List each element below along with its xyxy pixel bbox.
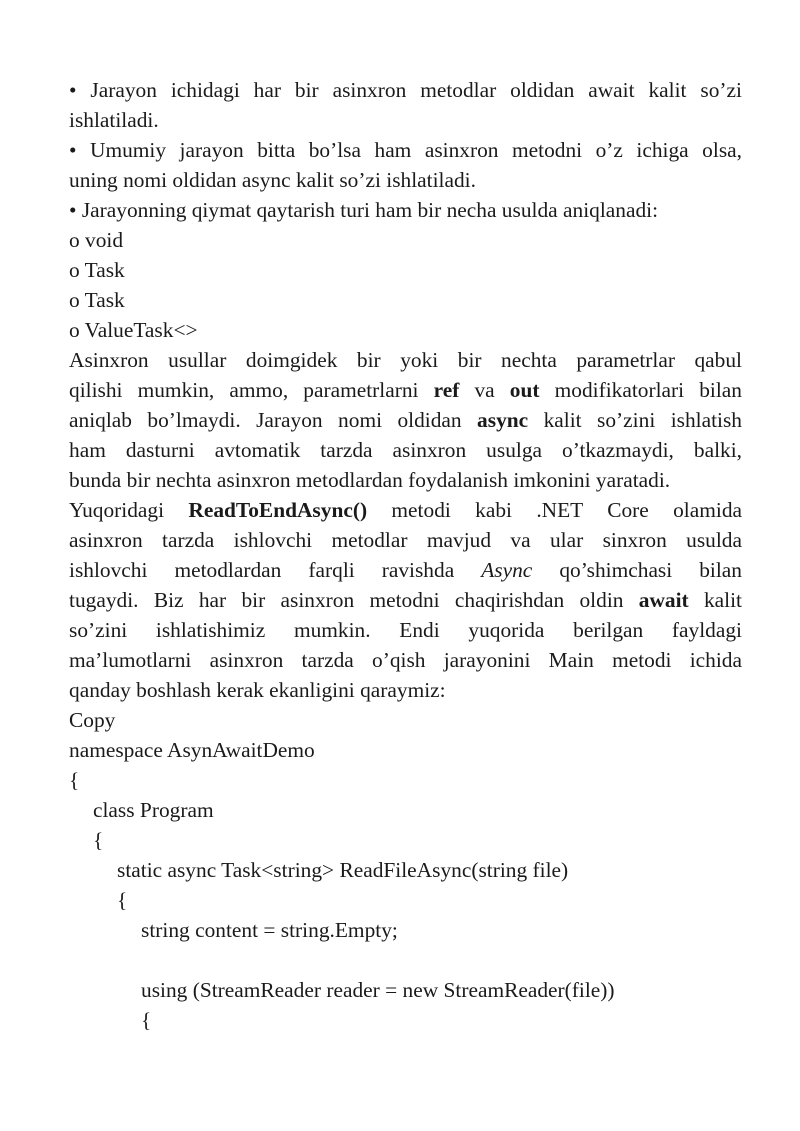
paragraph-line: so’zini ishlatishimiz mumkin. Endi yuqorida berilgan fayldagi xyxy=(69,618,742,642)
paragraph-line: qilishi mumkin, ammo, parametrlarni ref va out modifikatorlari bilan xyxy=(69,378,742,402)
copy-label: Copy xyxy=(69,708,116,732)
paragraph-line: Asinxron usullar doimgidek bir yoki bir nechta parametrlar qabul xyxy=(69,348,742,372)
code-line: static async Task<string> ReadFileAsync(string file) xyxy=(117,858,569,882)
code-line: { xyxy=(141,1008,152,1032)
code-line: { xyxy=(117,888,128,912)
bullet-list xyxy=(69,75,742,225)
paragraph-async-methods xyxy=(69,495,742,705)
bullet-item-3-line-1: • Jarayonning qiymat qaytarish turi ham bir necha usulda aniqlanadi: xyxy=(69,198,659,222)
suffix-async: Async xyxy=(481,558,533,582)
code-line: namespace AsynAwaitDemo xyxy=(69,738,315,762)
code-line: { xyxy=(93,828,104,852)
return-type-item: o ValueTask<> xyxy=(69,318,198,342)
bullet-item-2-line-2: uning nomi oldidan async kalit so’zi ishlatiladi. xyxy=(69,168,476,192)
paragraph-line: ham dasturni avtomatik tarzda asinxron usulga o’tkazmaydi, balki, xyxy=(69,438,742,462)
code-block xyxy=(69,735,742,1035)
paragraph-line: qanday boshlash kerak ekanligini qaraymiz: xyxy=(69,678,446,702)
paragraph-parameters xyxy=(69,345,742,495)
return-type-item: o Task xyxy=(69,288,125,312)
bullet-item-2-line-1: • Umumiy jarayon bitta bo’lsa ham asinxron metodni o’z ichiga olsa, xyxy=(69,138,742,162)
code-line: { xyxy=(69,768,80,792)
method-name-readtoendasync: ReadToEndAsync() xyxy=(188,498,368,522)
return-type-list xyxy=(69,225,742,345)
code-line: using (StreamReader reader = new StreamReader(file)) xyxy=(141,978,615,1002)
document-page xyxy=(69,75,742,1035)
paragraph-line: asinxron tarzda ishlovchi metodlar mavjud va ular sinxron usulda xyxy=(69,528,742,552)
return-type-item: o Task xyxy=(69,258,125,282)
paragraph-line: ma’lumotlarni asinxron tarzda o’qish jarayonini Main metodi ichida xyxy=(69,648,742,672)
return-type-item: o void xyxy=(69,228,124,252)
keyword-ref: ref xyxy=(433,378,460,402)
bullet-item-1-line-1: • Jarayon ichidagi har bir asinxron metodlar oldidan await kalit so’zi xyxy=(69,78,742,102)
keyword-async: async xyxy=(477,408,529,432)
keyword-out: out xyxy=(509,378,540,402)
code-line: class Program xyxy=(93,798,214,822)
paragraph-line: tugaydi. Biz har bir asinxron metodni chaqirishdan oldin await kalit xyxy=(69,588,742,612)
bullet-item-1-line-2: ishlatiladi. xyxy=(69,108,159,132)
keyword-await: await xyxy=(638,588,689,612)
paragraph-line: ishlovchi metodlardan farqli ravishda Async qo’shimchasi bilan xyxy=(69,558,742,582)
code-line: string content = string.Empty; xyxy=(141,918,398,942)
code-blank-line xyxy=(69,945,742,975)
paragraph-line: aniqlab bo’lmaydi. Jarayon nomi oldidan async kalit so’zini ishlatish xyxy=(69,408,742,432)
paragraph-line: bunda bir nechta asinxron metodlardan foydalanish imkonini yaratadi. xyxy=(69,468,671,492)
paragraph-line: Yuqoridagi ReadToEndAsync() metodi kabi .NET Core olamida xyxy=(69,498,743,522)
